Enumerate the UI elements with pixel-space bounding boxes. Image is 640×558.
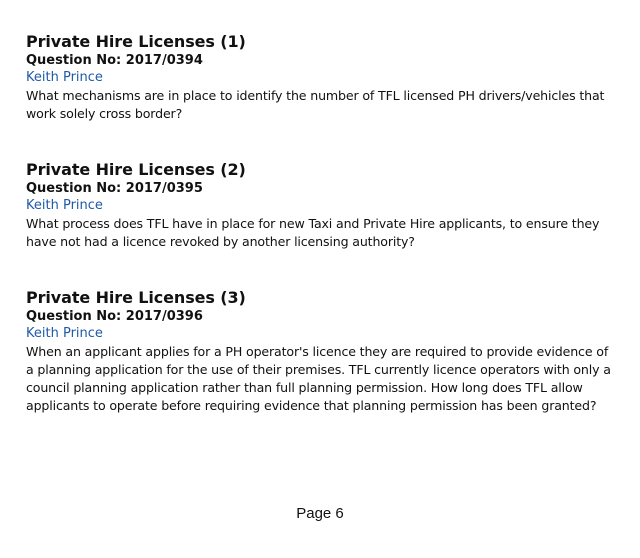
question-author: Keith Prince [26, 326, 103, 341]
question-number: Question No: 2017/0395 [26, 181, 203, 196]
question-number: Question No: 2017/0396 [26, 309, 203, 324]
question-block [26, 160, 616, 251]
question-block [26, 32, 616, 123]
question-author: Keith Prince [26, 70, 103, 85]
question-title: Private Hire Licenses (2) [26, 160, 246, 179]
question-text: What process does TFL have in place for new Taxi and Private Hire applicants, to ensure they have not had a licence revoked by another licensing authority? [26, 216, 600, 249]
question-title: Private Hire Licenses (3) [26, 288, 246, 307]
question-text: When an applicant applies for a PH operator's licence they are required to provide evidence of a planning application for the use of their premises. TFL currently licence operators with only a council planning application rather than full planning permission. How long does TFL allow applicants to operate before requiring evidence that planning permission has been granted? [26, 344, 611, 413]
question-number: Question No: 2017/0394 [26, 53, 203, 68]
page-number: Page 6 [296, 505, 344, 522]
question-text: What mechanisms are in place to identify the number of TFL licensed PH drivers/vehicles that work solely cross border? [26, 88, 605, 121]
question-author: Keith Prince [26, 198, 103, 213]
question-block [26, 288, 616, 415]
question-title: Private Hire Licenses (1) [26, 32, 246, 51]
